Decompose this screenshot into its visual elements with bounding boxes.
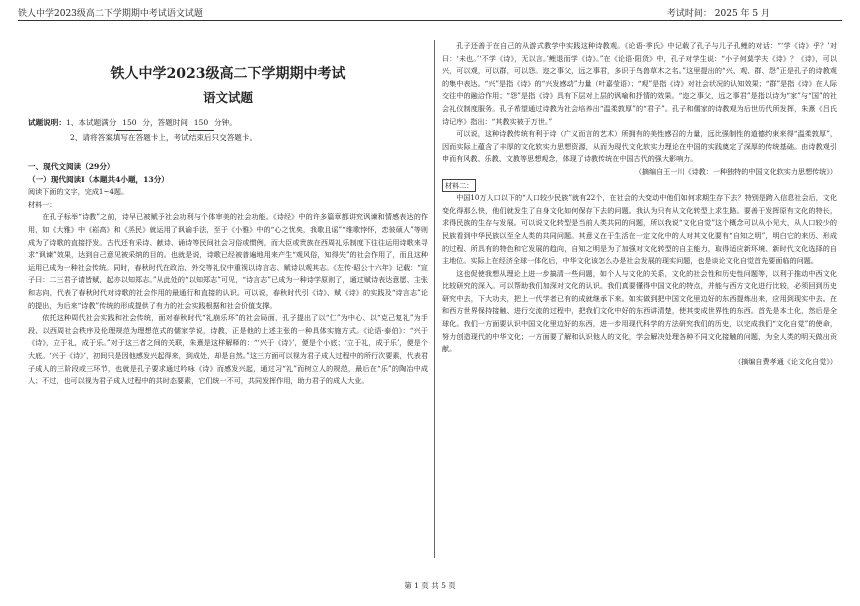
- header-exam-date: 考试时间： 2025 年 5 月: [666, 9, 770, 19]
- right-column: [442, 40, 837, 368]
- passage-paragraph: 依托这种周代社会实践和社会传统，面对春秋时代“礼崩乐坏”的社会局面，孔子提出了以“仁”为中心、以“克己复礼”为手段、以西周社会秩序及伦理规范为理想范式的儒家学说，诗教，正是他的上述主张的一种具体实施方式。《论语·泰伯》：“兴于《诗》，立于礼，成于乐。”对于这三者之间的关联，朱熹是这样解释的：“‘兴于《诗》’，便是个小底；‘立于礼，成于乐’，便是个大底。‘兴于《诗》’，初间只是因他感发兴起得来，到成处，却是自然。”这三方面可以视为君子成人过程中的所行次要素，代表君子成人的三阶段或三环节，也就是孔子要求通过吟咏《诗》而感发兴起，通过习“礼”而树立人的规范，最后在“乐”的陶冶中成人；不过，也可以视为君子成人过程中的共时态要素，它们统一不可，共同发挥作用，助力君子的成人大业。: [28, 313, 428, 386]
- exam-notes: [28, 116, 428, 145]
- note-line-1: [28, 116, 428, 131]
- page-header: [18, 6, 842, 21]
- exam-duration: 150: [188, 116, 214, 131]
- source-citation-2: （摘编自费孝通《论文化自觉》）: [734, 356, 837, 366]
- subsection-heading: （一）现代阅读Ⅰ（本题共4小题，13分）: [28, 174, 169, 184]
- note-line-2: 2、请将答案填写在答题卡上，考试结束后只交答题卡。: [70, 133, 258, 142]
- material-1-label: 材料一：: [28, 199, 57, 209]
- source-citation-1: （摘编自王一川《诗教：一种独特的中国文化软实力思想传统》）: [634, 166, 837, 176]
- passage-paragraph: 孔子还善于在自己的从游式教学中实践这种诗教观。《论语·季氏》中记载了孔子与儿子孔鲤的对话：“‘学《诗》乎？’对曰：‘未也。’‘不学《诗》，无以言。’鲤退而学《诗》。”在《论语·阳货》中，孔子对学生说：“小子何莫学夫《诗》？《诗》，可以兴，可以观，可以群，可以怨。迩之事父，远之事君，多识于鸟兽草木之名。”这里提出的“兴、观、群、怨”正是孔子的诗教观的集中表达。“兴”是指《诗》的“兴发感动”力量（叶嘉莹语）；“观”是指《诗》对社会状况的认知效果；“群”是指《诗》在人际交往中的融洽作用；“怨”是指《诗》具有下层对上层的讽喻和抒情的效果。“迩之事父，远之事君”是指以诗为“家”与“国”的社会礼仪制度服务。孔子希望通过诗教为社会培养出“温柔敦厚”的“君子”。孔子和儒家的诗教观为后世历代所发挥，朱熹《吕氏诗记序》指出：“其教实被于万世。”: [442, 41, 837, 126]
- note1-part-b: 分，答题时间: [142, 118, 188, 127]
- notes-label: 试题说明：: [28, 118, 66, 127]
- left-column: [28, 40, 428, 388]
- material-2-label-wrap: [442, 179, 837, 193]
- page-footer: 第 1 页 共 5 页: [404, 581, 456, 590]
- exam-title: 铁人中学2023级高二下学期期中考试: [110, 66, 346, 82]
- column-divider: [434, 40, 435, 558]
- passage-paragraph: 可以说，这种诗教传统有利于诗（广义而言的艺术）所拥有的美性感召的力量，远比强制性的道德约束来得“温柔敦厚”，因而实际上蕴含了丰厚的文化软实力思想资源，从而为现代文化软实力理论在中国的实践奠定了深厚的传统基础。由诗教观引申而有风教、乐教、文教等思想观念，体现了诗教传统在中国古代的强大影响力。: [442, 129, 837, 164]
- reading-instruction: 阅读下面的文字，完成1~4题。: [28, 187, 129, 197]
- passage-paragraph: 中国10万人口以下的“人口较少民族”就有22个，在社会的大变动中他们如何求期生存下去？特别是跨入信息社会后，文化变化得那么快，他们就发生了自身文化如何保存下去的问题。我认为只有从文化转型上求生路。要善于发挥原有文化的特长，求得民族的生存与发展。可以说文化转型是当前人类共同的问题，所以我说“文化自觉”这个概念可以从小见大，从人口较少的民族看到中华民族以至全人类的共同问题。其意义在于生活在一定文化中的人对其文化要有“自知之明”，明白它的来历、形成的过程、所具有的特色和它发展的趋向，自知之明是为了加强对文化转型的自主能力，取得适应新环境、新时代文化选择的自主地位。实际上在经济全球一体化后，中华文化该怎么办是社会发展的现实问题，也是谈论文化自觉首先要面临的问题。: [442, 193, 837, 266]
- full-score: 150: [116, 116, 142, 131]
- header-exam-name: 铁人中学2023级高二下学期期中考试语文试题: [18, 9, 203, 19]
- exam-subtitle: 语文试题: [202, 90, 253, 105]
- note1-part-a: 1、本试题满分: [65, 118, 117, 127]
- material-2-label: 材料二：: [442, 179, 476, 192]
- note1-part-c: 分钟。: [213, 118, 237, 127]
- passage-paragraph: 这也促使我想从理论上进一步搞清一些问题，如个人与文化的关系，文化的社会性和历史性问题等，以利于推动中西文化比较研究的深入。可以帮助我们加深对文化的认识。我们真要懂得中国文化的特点，并能与西方文化进行比较，必须回到历史研究中去，下大功夫，把上一代学者已有的成就继承下来。如实做到把中国文化里边好的东西提炼出来，应用到现实中去。在和西方世界保持接触、进行交流的过程中，把我们文化中好的东西讲清楚，使其变成世界性的东西。首先是本土化，然后是全球化。我们一方面要认识中国文化里边好的东西，进一步用现代科学的方法研究我们的历史，以完成我们“文化自觉”的使命，努力创造现代的中华文化；一方面要了解和认识他人的文化，学会解决处理各种不同文化接触的问题，为全人类的明天做出贡献。: [442, 268, 837, 354]
- passage-paragraph: 在孔子标举“诗教”之前，诗早已被赋予社会功利与个体审美的社会功能。《诗经》中的许多篇章都讲究讽谏和情感表达的作用，如《大雅》中《崧高》和《烝民》就运用了讽谕手法，至于《小雅》中的“心之忧矣，我歌且谣”“维歌悖怀，恋彼硕人”等则成为了诗歌的直接抒发。古代还有采诗、献诗、诵诗等民间社会习俗或惯例，而大臣或贵族在西周礼乐制度下往往运用诗歌来寻求“讽谏”效果，达到自己意见被采纳的目的。也就是说，诗歌已经被普遍地用来产生“观风俗，知得失”的社会作用了，而且这种运用已成为一种社会传统。同时，春秋时代在政治、外交等礼仪中重视以诗言志、赋诗以观其志。《左传·昭公十六年》记载：“宣子曰：二三君子请皆赋，起亦以知郑志。”从此处的“以知郑志”可见，“诗言志”已成为一种诗学原则了，通过赋诗表达意愿、主张和志向，代表了春秋时代对诗歌的社会作用的最通行和直接的认识。可以说，春秋时代引《诗》、赋《诗》的实践及“诗言志”论的提出，为后来“诗教”传统的形成提供了有力的社会实践根据和社会价值支撑。: [28, 212, 428, 310]
- section-heading: 一、现代文阅读（29分）: [28, 162, 115, 171]
